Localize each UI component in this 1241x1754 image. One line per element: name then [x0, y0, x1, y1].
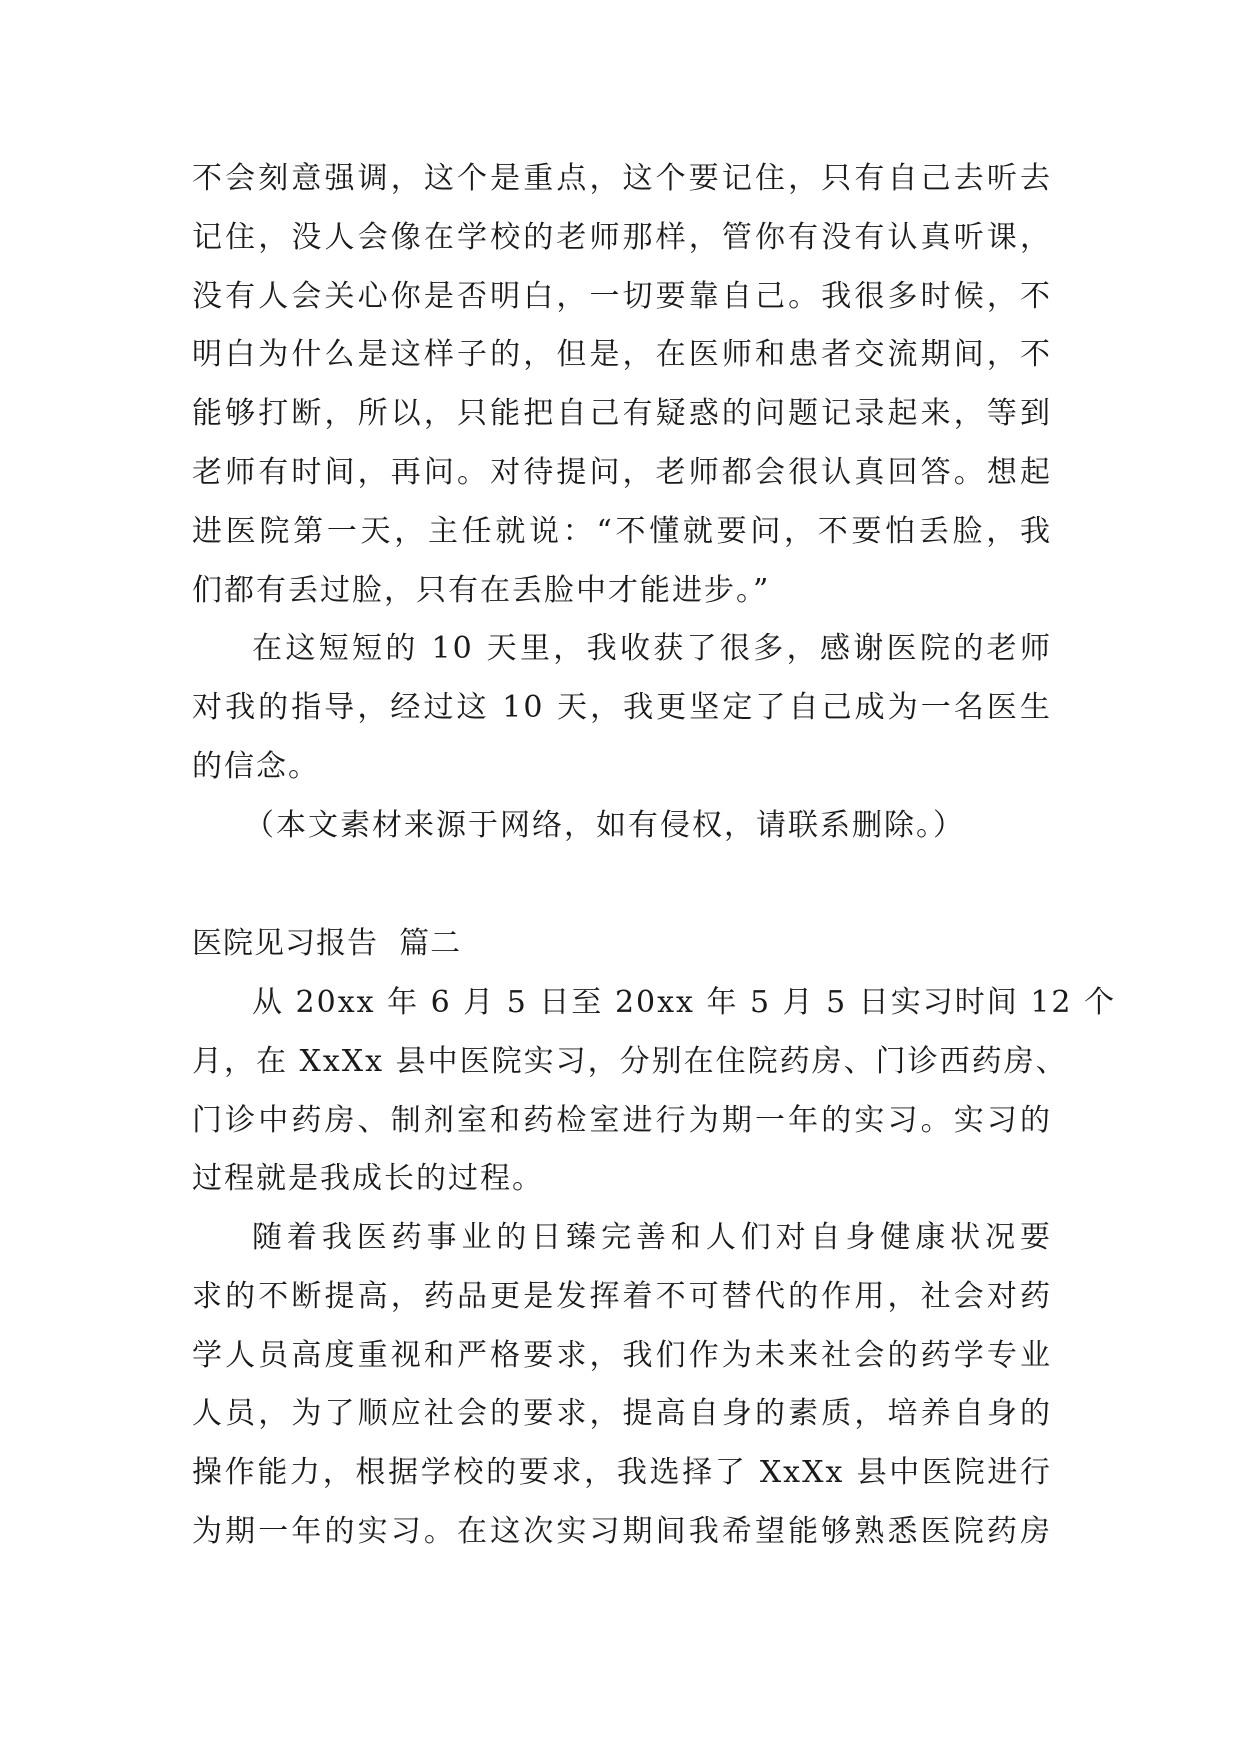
text-line: 进医院第一天，主任就说：“不懂就要问，不要怕丢脸，我 — [192, 513, 1052, 549]
text-line: 人员，为了顺应社会的要求，提高自身的素质，培养自身的 — [192, 1396, 1052, 1432]
text-line: 在这短短的 10 天里，我收获了很多，感谢医院的老师 — [252, 631, 1052, 666]
paragraph-body-3 — [192, 974, 1117, 1209]
text-line: 们都有丢过脸，只有在丢脸中才能进步。” — [192, 572, 771, 608]
text-line: 没有人会关心你是否明白，一切要靠自己。我很多时候，不 — [192, 278, 1052, 314]
paragraph-body-4 — [192, 1209, 1052, 1562]
text-line: 对我的指导，经过这 10 天，我更坚定了自己成为一名医生 — [192, 689, 1052, 725]
section-heading — [192, 915, 1052, 974]
text-line: 门诊中药房、制剂室和药检室进行为期一年的实习。实习的 — [192, 1102, 1052, 1138]
paragraph-body-1 — [192, 150, 1052, 620]
text-line: 从 20xx 年 6 月 5 日至 20xx 年 5 月 5 日实习时间 12 个 — [252, 985, 1117, 1020]
text-line: 学人员高度重视和严格要求，我们作为未来社会的药学专业 — [192, 1337, 1052, 1373]
text-line: 月，在 XxXx 县中医院实习，分别在住院药房、门诊西药房、 — [192, 1043, 1068, 1079]
text-line: 老师有时间，再问。对待提问，老师都会很认真回答。想起 — [192, 454, 1052, 490]
text-line: 过程就是我成长的过程。 — [192, 1161, 544, 1197]
text-line: 记住，没人会像在学校的老师那样，管你有没有认真听课， — [192, 219, 1052, 255]
text-line: 随着我医药事业的日臻完善和人们对自身健康状况要 — [252, 1220, 1052, 1255]
source-note — [192, 797, 1052, 856]
text-line: 明白为什么是这样子的，但是，在医师和患者交流期间，不 — [192, 337, 1052, 373]
section-title: 医院见习报告 篇二 — [192, 926, 462, 961]
text-line: 能够打断，所以，只能把自己有疑惑的问题记录起来，等到 — [192, 396, 1052, 432]
text-line: 的信念。 — [192, 748, 320, 784]
text-line: 不会刻意强调，这个是重点，这个要记住，只有自己去听去 — [192, 161, 1052, 196]
text-line: 求的不断提高，药品更是发挥着不可替代的作用，社会对药 — [192, 1278, 1052, 1314]
text-line: 操作能力，根据学校的要求，我选择了 XxXx 县中医院进行 — [192, 1455, 1052, 1491]
text-line: 为期一年的实习。在这次实习期间我希望能够熟悉医院药房 — [192, 1513, 1052, 1549]
paragraph-body-2 — [192, 620, 1052, 796]
source-note-text: （本文素材来源于网络，如有侵权，请联系删除。） — [244, 808, 965, 843]
